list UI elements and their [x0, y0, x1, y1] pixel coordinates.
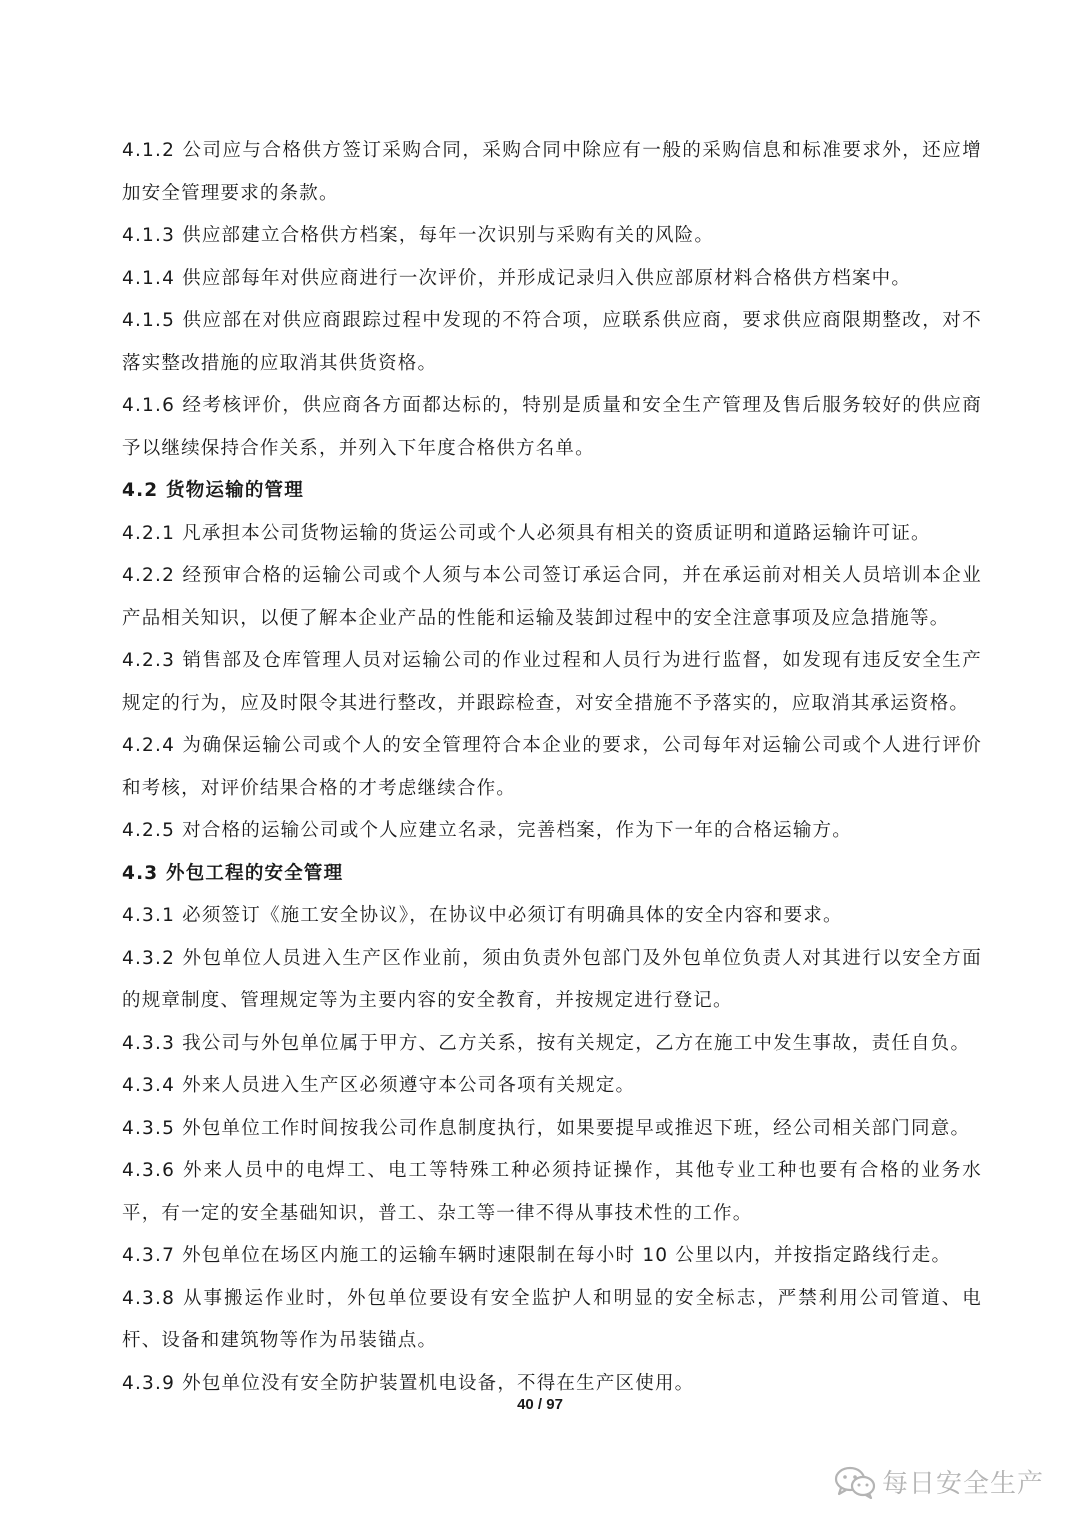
wechat-icon [834, 1465, 876, 1499]
paragraph: 4.2.3 销售部及仓库管理人员对运输公司的作业过程和人员行为进行监督，如发现有违反安全生产规定的行为，应及时限令其进行整改，并跟踪检查，对安全措施不予落实的，应取消其承运资格。 [122, 650, 982, 714]
paragraph: 4.3.8 从事搬运作业时，外包单位要设有安全监护人和明显的安全标志，严禁利用公司管道、电杆、设备和建筑物等作为吊装锚点。 [122, 1287, 982, 1351]
paragraph: 4.1.4 供应部每年对供应商进行一次评价，并形成记录归入供应部原材料合格供方档案中。 [122, 267, 912, 289]
watermark-text: 每日安全生产 [881, 1469, 1044, 1499]
paragraph: 4.3.2 外包单位人员进入生产区作业前，须由负责外包部门及外包单位负责人对其进行以安全方面的规章制度、管理规定等为主要内容的安全教育，并按规定进行登记。 [122, 947, 982, 1011]
paragraph: 4.3.4 外来人员进入生产区必须遵守本公司各项有关规定。 [122, 1075, 636, 1096]
paragraph: 4.1.5 供应部在对供应商跟踪过程中发现的不符合项，应联系供应商，要求供应商限期整改，对不落实整改措施的应取消其供货资格。 [122, 310, 982, 374]
paragraph: 4.2.1 凡承担本公司货物运输的货运公司或个人必须具有相关的资质证明和道路运输许可证。 [122, 522, 931, 544]
watermark [834, 1463, 1044, 1500]
page-number: 40 / 97 [517, 1396, 563, 1413]
paragraph: 4.3.9 外包单位没有安全防护装置机电设备，不得在生产区使用。 [122, 1372, 695, 1394]
paragraph: 4.3.3 我公司与外包单位属于甲方、乙方关系，按有关规定，乙方在施工中发生事故，责任自负。 [122, 1032, 971, 1054]
paragraph: 4.3.5 外包单位工作时间按我公司作息制度执行，如果要提早或推迟下班，经公司相关部门同意。 [122, 1117, 971, 1139]
paragraph: 4.3.7 外包单位在场区内施工的运输车辆时速限制在每小时 10 公里以内，并按指定路线行走。 [122, 1245, 952, 1266]
paragraph: 4.2.5 对合格的运输公司或个人应建立名录，完善档案，作为下一年的合格运输方。 [122, 820, 852, 841]
paragraph: 4.1.3 供应部建立合格供方档案，每年一次识别与采购有关的风险。 [122, 225, 715, 246]
paragraph: 4.2.2 经预审合格的运输公司或个人须与本公司签订承运合同，并在承运前对相关人员培训本企业产品相关知识，以便了解本企业产品的性能和运输及装卸过程中的安全注意事项及应急措施等。 [122, 565, 982, 629]
paragraph: 4.1.6 经考核评价，供应商各方面都达标的，特别是质量和安全生产管理及售后服务较好的供应商予以继续保持合作关系，并列入下年度合格供方名单。 [122, 395, 982, 459]
paragraph: 4.3.6 外来人员中的电焊工、电工等特殊工种必须持证操作，其他专业工种也要有合格的业务水平，有一定的安全基础知识，普工、杂工等一律不得从事技术性的工作。 [122, 1160, 982, 1224]
paragraph: 4.3.1 必须签订《施工安全协议》，在协议中必须订有明确具体的安全内容和要求。 [122, 905, 843, 926]
section-heading: 4.2 货物运输的管理 [122, 480, 304, 501]
section-heading: 4.3 外包工程的安全管理 [122, 862, 344, 884]
paragraph: 4.2.4 为确保运输公司或个人的安全管理符合本企业的要求，公司每年对运输公司或个人进行评价和考核，对评价结果合格的才考虑继续合作。 [122, 735, 982, 799]
paragraph: 4.1.2 公司应与合格供方签订采购合同，采购合同中除应有一般的采购信息和标准要求外，还应增加安全管理要求的条款。 [122, 140, 982, 204]
document-body [122, 130, 982, 1405]
